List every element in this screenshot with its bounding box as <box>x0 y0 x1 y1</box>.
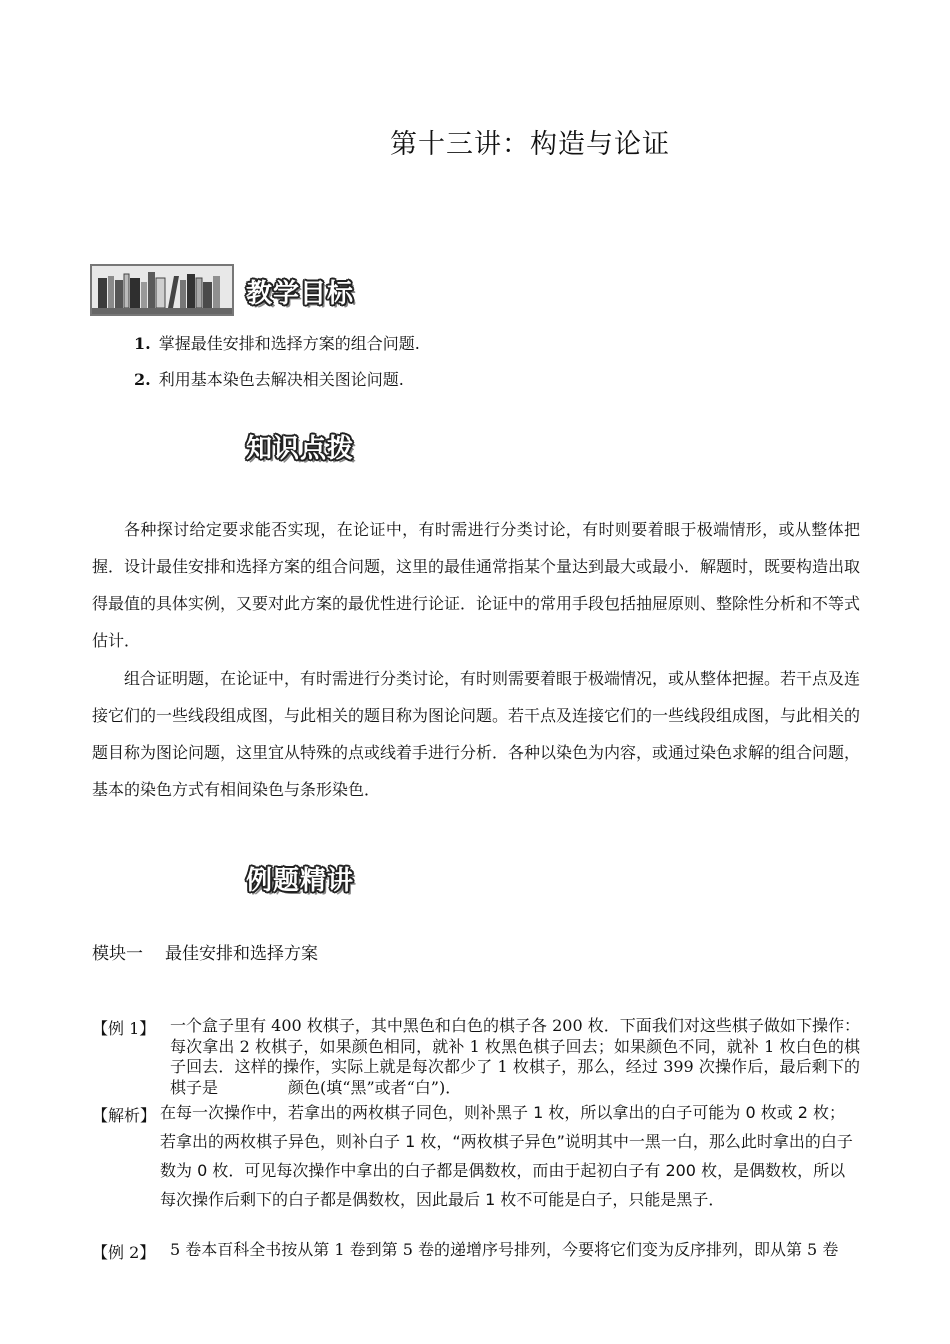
page-title: 第十三讲：构造与论证 <box>390 129 670 160</box>
module-name: 最佳安排和选择方案 <box>165 944 318 964</box>
books-banner-image <box>90 264 234 316</box>
goal-text: 利用基本染色去解决相关图论问题. <box>158 370 404 389</box>
goal-item <box>134 367 404 390</box>
body-paragraph: 组合证明题，在论证中，有时需进行分类讨论，有时则需要着眼于极端情况，或从整体把握。若干点及连接它们的一些线段组成图，与此相关的题目称为图论问题。若干点及连接它们的一些线段组成图，与此相关的题目称为图论问题，这里宜从特殊的点或线着手进行分析．各种以染色为内容，或通过染色求解的组合问题，基本的染色方式有相间染色与条形染色． <box>92 669 861 799</box>
goal-item <box>134 331 420 354</box>
example-label: 【例 1】 <box>92 1019 156 1038</box>
body-paragraph: 各种探讨给定要求能否实现，在论证中，有时需进行分类讨论，有时则要着眼于极端情形，或从整体把握．设计最佳安排和选择方案的组合问题，这里的最佳通常指某个量达到最大或最小．解题时，既要构造出取得最值的具体实例，又要对此方案的最优性进行论证．论证中的常用手段包括抽屉原则、整除性分析和不等式估计． <box>92 520 861 650</box>
section-heading-goals: 教学目标 <box>246 279 355 309</box>
goal-text: 掌握最佳安排和选择方案的组合问题. <box>158 334 420 353</box>
books-illustration-icon <box>92 266 232 314</box>
example-label: 【例 2】 <box>92 1243 156 1262</box>
example-text: 5 卷本百科全书按从第 1 卷到第 5 卷的递增序号排列，今要将它们变为反序排列，即从第 5 卷 <box>170 1240 839 1259</box>
goal-number: 2. <box>134 370 151 389</box>
section-heading-knowledge: 知识点拨 <box>246 434 355 464</box>
solution-text: 在每一次操作中，若拿出的两枚棋子同色，则补黑子 1 枚，所以拿出的白子可能为 0 枚或 2 枚；若拿出的两枚棋子异色，则补白子 1 枚，“两枚棋子异色”说明其中一黑一白，那么此时拿出的白子数为 0 枚．可见每次操作中拿出的白子都是偶数枚，而由于起初白子有 200 枚，是偶数枚，所以每次操作后剩下的白子都是偶数枚，因此最后 1 枚不可能是白子，只能是黑子． <box>160 1103 853 1209</box>
module-label: 模块一 <box>92 944 143 964</box>
goal-number: 1. <box>134 334 151 353</box>
section-heading-examples: 例题精讲 <box>246 866 355 896</box>
module-heading <box>92 939 318 964</box>
example-text: 一个盒子里有 400 枚棋子，其中黑色和白色的棋子各 200 枚．下面我们对这些棋子做如下操作：每次拿出 2 枚棋子，如果颜色相同，就补 1 枚黑色棋子回去；如果颜色不同，就补 1 枚白色的棋子回去．这样的操作，实际上就是每次都少了 1 枚棋子，那么，经过 399 次操作后，最后剩下的棋子是 颜色(填“黑”或者“白”)． <box>170 1016 860 1097</box>
solution-label: 【解析】 <box>92 1106 157 1125</box>
